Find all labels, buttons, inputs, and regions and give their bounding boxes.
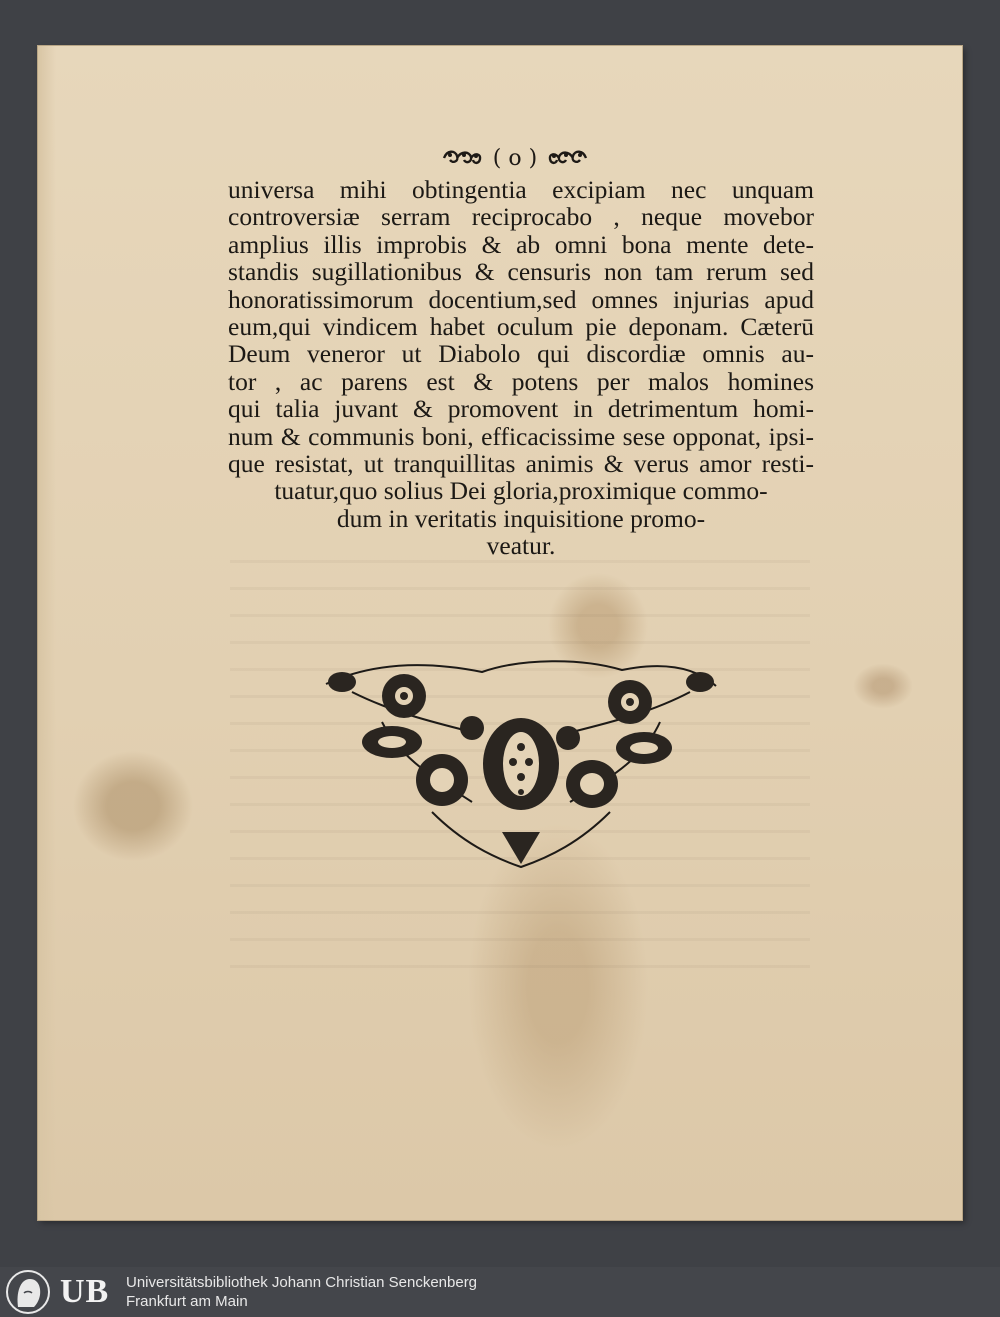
- text-line: eum,qui vindicem habet oculum pie deponam. Cæterū: [228, 312, 814, 342]
- text-line: num & communis boni, efficacissime sese opponat, ipsi-: [228, 421, 814, 451]
- ub-logo: [4, 1269, 118, 1315]
- ornament-right-icon: [547, 147, 589, 169]
- institution-name: Universitätsbibliothek Johann Christian Senckenberg: [126, 1274, 478, 1291]
- text-line: controversiæ serram reciprocabo , neque movebor: [228, 202, 814, 232]
- page-fold-shadow: [38, 46, 56, 1220]
- institution-city: Frankfurt am Main: [126, 1293, 248, 1310]
- text-line: dum in veritatis inquisitione promo-: [336, 503, 706, 533]
- text-line: veatur.: [486, 531, 556, 561]
- text-line: universa mihi obtingentia excipiam nec unquam: [228, 175, 814, 204]
- text-line: qui talia juvant & promovent in detrimentum homi-: [228, 394, 814, 424]
- senckenberg-portrait-icon: [4, 1269, 56, 1315]
- text-line: tuatur,quo solius Dei gloria,proximique commo-: [274, 476, 768, 506]
- library-credit: [126, 1273, 477, 1311]
- ub-logo-text: UB: [60, 1273, 110, 1310]
- text-line: tor , ac parens est & potens per malos homines: [228, 366, 814, 396]
- floral-vignette-icon: [322, 652, 720, 872]
- library-footer: [0, 1267, 1000, 1317]
- text-line: honoratissimorum docentium,sed omnes injurias apud: [228, 284, 814, 314]
- ornament-left-icon: [441, 147, 483, 169]
- text-line: standis sugillationibus & censuris non tam rerum sed: [228, 257, 814, 287]
- text-line: Deum veneror ut Diabolo qui discordiæ omnis au-: [228, 339, 814, 369]
- body-text: [228, 176, 814, 560]
- text-line: que resistat, ut tranquillitas animis & verus amor resti-: [228, 449, 814, 479]
- page-header: [440, 142, 590, 174]
- page-number: ( o ): [492, 145, 538, 171]
- text-line: amplius illis improbis & ab omni bona mente dete-: [228, 229, 814, 259]
